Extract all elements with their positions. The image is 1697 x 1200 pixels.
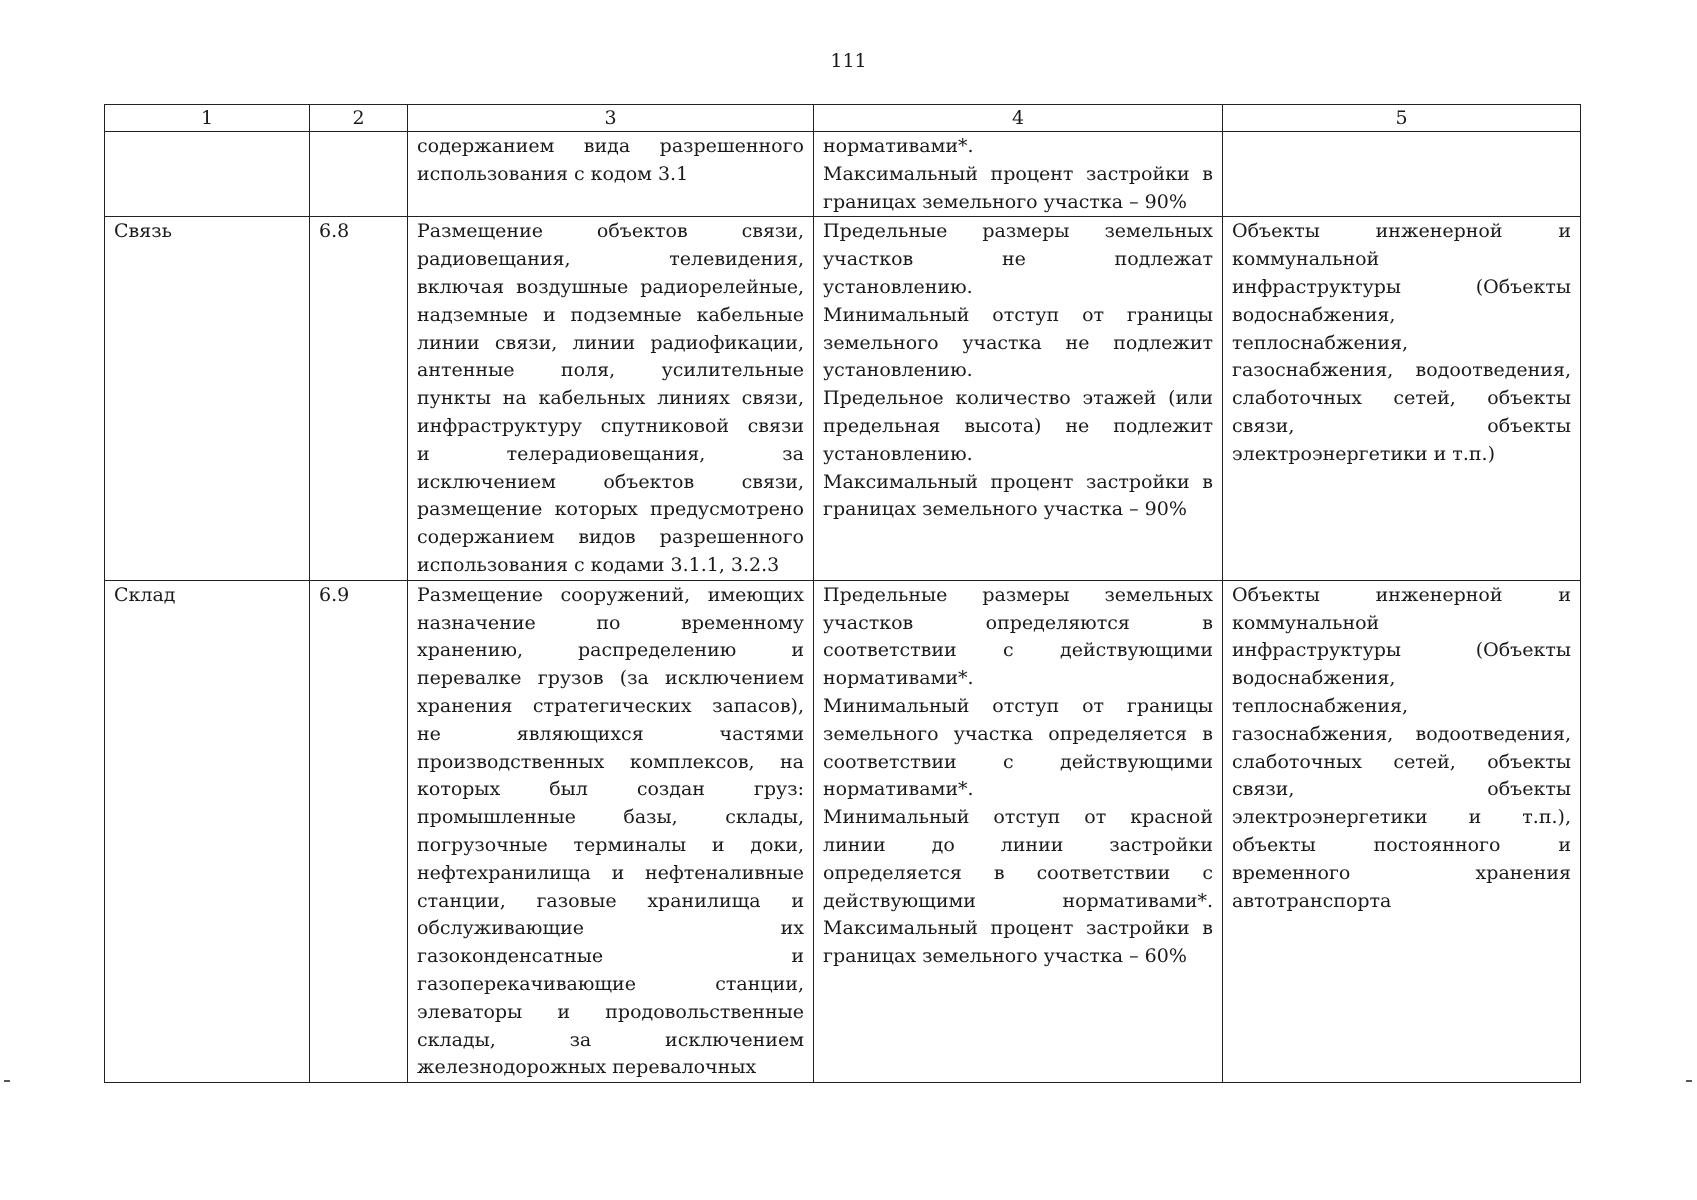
text-line: действующими нормативами*.: [823, 889, 1213, 912]
text-line: хранения стратегических запасов),: [417, 694, 804, 717]
text-line: линии до линии застройки: [823, 833, 1213, 856]
text-line: обслуживающие их: [417, 917, 804, 940]
text-line: водоснабжения,: [1232, 667, 1396, 690]
text-line: Максимальный процент застройки в: [823, 162, 1213, 185]
text-line: производственных комплексов, на: [417, 750, 804, 773]
text-line: границах земельного участка – 60%: [823, 945, 1187, 968]
text-line: не являющихся частями: [417, 722, 804, 745]
header-col-2: 2: [310, 105, 408, 132]
text-line: перевалке грузов (за исключением: [417, 667, 804, 690]
text-line: установлению.: [823, 359, 973, 382]
text-line: Размещение объектов связи,: [417, 220, 804, 243]
text-line: Объекты инженерной и: [1232, 220, 1571, 243]
text-line: газоперекачивающие станции,: [417, 972, 804, 995]
text-line: участков определяются в: [823, 611, 1213, 634]
text-line: границах земельного участка – 90%: [823, 498, 1187, 521]
text-line: железнодорожных перевалочных: [417, 1056, 757, 1079]
text-line: антенные поля, усилительные: [417, 359, 804, 382]
text-line: нормативами*.: [823, 778, 974, 801]
land-use-description-cell: [408, 580, 814, 1082]
text-line: пункты на кабельных линиях связи,: [417, 387, 804, 410]
auxiliary-uses-cell: [1223, 580, 1581, 1082]
text-line: участков не подлежат: [823, 248, 1213, 271]
header-col-4: 4: [814, 105, 1223, 132]
land-use-parameters-cell: [814, 217, 1223, 580]
land-use-name-cell: Связь: [105, 217, 310, 580]
text-line: Минимальный отступ от границы: [823, 303, 1213, 326]
text-line: объекты постоянного и: [1232, 833, 1571, 856]
text-line: коммунальной: [1232, 611, 1380, 634]
header-col-1: 1: [105, 105, 310, 132]
text-line: газоснабжения, водоотведения,: [1232, 359, 1571, 382]
text-line: нормативами*.: [823, 135, 974, 157]
text-line: которых был создан груз:: [417, 778, 804, 801]
page-number: 111: [830, 50, 867, 72]
land-use-description-cell: [408, 132, 814, 217]
land-use-code-cell: 6.9: [310, 580, 408, 1082]
text-line: элеваторы и продовольственные: [417, 1000, 804, 1023]
text-line: содержанием вида разрешенного: [417, 135, 804, 157]
text-line: надземные и подземные кабельные: [417, 303, 804, 326]
text-line: размещение которых предусмотрено: [417, 498, 804, 521]
text-line: использования с кодами 3.1.1, 3.2.3: [417, 553, 780, 576]
text-line: станции, газовые хранилища и: [417, 889, 804, 912]
text-line: содержанием видов разрешенного: [417, 526, 804, 549]
text-line: нефтехранилища и нефтеналивные: [417, 861, 804, 884]
text-line: Размещение сооружений, имеющих: [417, 583, 804, 606]
text-line: теплоснабжения,: [1232, 331, 1409, 354]
text-line: хранению, распределению и: [417, 639, 804, 662]
text-line: слаботочных сетей, объекты: [1232, 750, 1571, 773]
text-line: водоснабжения,: [1232, 303, 1396, 326]
text-line: земельного участка определяется в: [823, 722, 1213, 745]
text-line: и телерадиовещания, за: [417, 442, 804, 465]
text-line: установлению.: [823, 442, 973, 465]
text-line: предельная высота) не подлежит: [823, 414, 1213, 437]
text-line: назначение по временному: [417, 611, 804, 634]
text-line: Максимальный процент застройки в: [823, 917, 1213, 940]
land-use-parameters-cell: [814, 132, 1223, 217]
text-line: коммунальной: [1232, 248, 1380, 271]
text-line: газоконденсатные и: [417, 945, 804, 968]
header-row: [105, 105, 1581, 132]
text-line: Максимальный процент застройки в: [823, 470, 1213, 493]
text-line: определяется в соответствии с: [823, 861, 1213, 884]
land-use-table-wrapper: [104, 104, 1580, 1083]
text-line: Минимальный отступ от границы: [823, 694, 1213, 717]
text-line: инфраструктуру спутниковой связи: [417, 414, 804, 437]
text-line: установлению.: [823, 275, 973, 298]
text-line: Предельные размеры земельных: [823, 220, 1213, 243]
header-col-5: 5: [1223, 105, 1581, 132]
text-line: электроэнергетики и т.п.): [1232, 442, 1495, 465]
text-line: Предельное количество этажей (или: [823, 387, 1213, 410]
text-line: нормативами*.: [823, 667, 974, 690]
text-line: электроэнергетики и т.п.),: [1232, 806, 1571, 829]
land-use-name-cell: Склад: [105, 580, 310, 1082]
text-line: использования с кодом 3.1: [417, 162, 689, 185]
text-line: включая воздушные радиорелейные,: [417, 275, 804, 298]
text-line: радиовещания, телевидения,: [417, 248, 804, 271]
text-line: границах земельного участка – 90%: [823, 190, 1187, 213]
text-line: погрузочные терминалы и доки,: [417, 833, 804, 856]
land-use-code-cell: [310, 132, 408, 217]
table-row: [105, 217, 1581, 580]
header-col-3: 3: [408, 105, 814, 132]
text-line: исключением объектов связи,: [417, 470, 804, 493]
text-line: автотранспорта: [1232, 889, 1392, 912]
text-line: промышленные базы, склады,: [417, 806, 804, 829]
text-line: земельного участка не подлежит: [823, 331, 1213, 354]
text-line: Предельные размеры земельных: [823, 583, 1213, 606]
scan-mark-right: [1686, 1080, 1692, 1082]
text-line: инфраструктуры (Объекты: [1232, 275, 1571, 298]
text-line: газоснабжения, водоотведения,: [1232, 722, 1571, 745]
text-line: линии связи, линии радиофикации,: [417, 331, 804, 354]
text-line: связи, объекты: [1232, 414, 1571, 437]
text-line: склады, за исключением: [417, 1028, 804, 1051]
land-use-parameters-cell: [814, 580, 1223, 1082]
text-line: слаботочных сетей, объекты: [1232, 387, 1571, 410]
auxiliary-uses-cell: [1223, 132, 1581, 217]
text-line: соответствии с действующими: [823, 750, 1213, 773]
table-row: [105, 580, 1581, 1082]
land-use-name-cell: [105, 132, 310, 217]
text-line: связи, объекты: [1232, 778, 1571, 801]
text-line: временного хранения: [1232, 861, 1571, 884]
land-use-code-cell: 6.8: [310, 217, 408, 580]
text-line: инфраструктуры (Объекты: [1232, 639, 1571, 662]
land-use-table: [104, 104, 1581, 1083]
text-line: теплоснабжения,: [1232, 694, 1409, 717]
text-line: Минимальный отступ от красной: [823, 806, 1213, 829]
text-line: Объекты инженерной и: [1232, 583, 1571, 606]
land-use-description-cell: [408, 217, 814, 580]
scan-mark-left: [4, 1080, 10, 1082]
auxiliary-uses-cell: [1223, 217, 1581, 580]
table-row: [105, 132, 1581, 217]
text-line: соответствии с действующими: [823, 639, 1213, 662]
